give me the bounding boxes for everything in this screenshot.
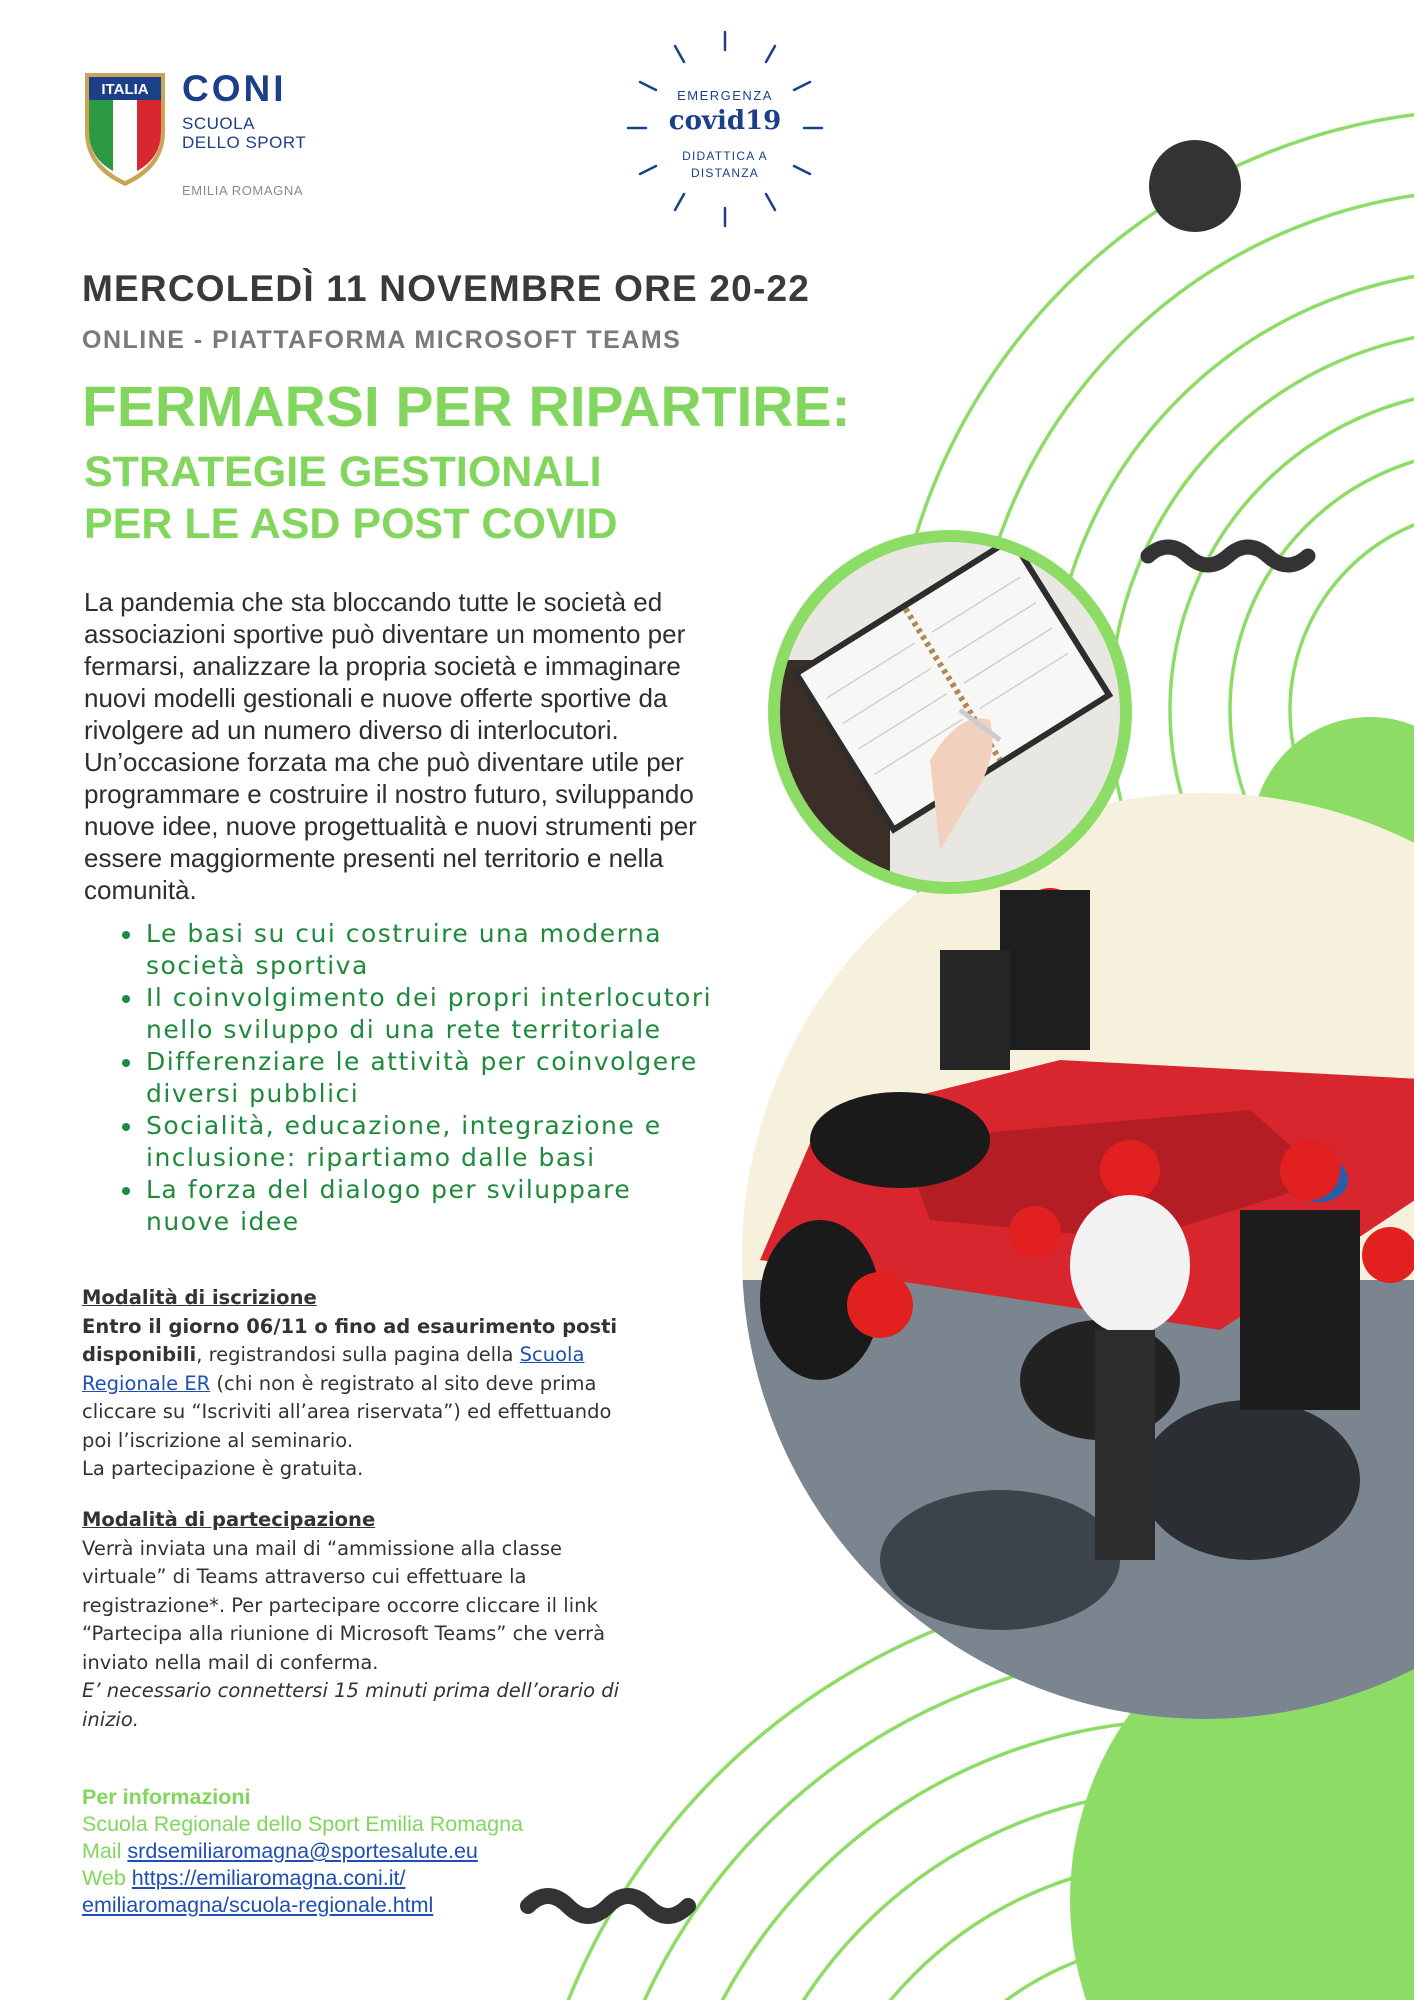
- coni-logo: [82, 70, 342, 210]
- intro-line: comunità.: [84, 875, 197, 905]
- italia-shield-icon: [82, 70, 168, 188]
- participation-text: inviato nella mail di conferma.: [82, 1650, 379, 1674]
- topics-list: [110, 918, 744, 1238]
- registration-free-note: La partecipazione è gratuita.: [82, 1457, 364, 1480]
- registration-text: poi l’iscrizione al seminario.: [82, 1428, 354, 1452]
- scuola-regionale-link[interactable]: Scuola: [519, 1343, 585, 1366]
- coni-subtitle-line2: DELLO SPORT: [182, 133, 307, 152]
- intro-line: nuove idee, nuove progettualità e nuovi strumenti per: [84, 811, 697, 841]
- intro-paragraph: [84, 586, 774, 906]
- topic-line: • La forza del dialogo per sviluppare: [146, 1175, 632, 1204]
- topic-line: • Il coinvolgimento dei propri interlocutori: [146, 983, 713, 1012]
- badge-lines-3-4: [620, 148, 830, 182]
- topic-line: società sportiva: [146, 951, 369, 980]
- covid-badge: [620, 24, 830, 234]
- intro-line: La pandemia che sta bloccando tutte le società ed: [84, 587, 663, 617]
- event-subtitle: [84, 446, 618, 550]
- topic-line: • Socialità, educazione, integrazione e: [146, 1111, 662, 1140]
- topic-line: • Differenziare le attività per coinvolgere: [146, 1047, 698, 1076]
- participation-text: virtuale” di Teams attraverso cui effettuare la: [82, 1565, 527, 1588]
- dark-dot: [1149, 140, 1241, 232]
- mail-link[interactable]: srdsemiliaromagna@sportesalute.eu: [127, 1839, 478, 1863]
- intro-line: rivolgere ad un numero diverso di interlocutori.: [84, 715, 619, 745]
- topic-item: [144, 918, 744, 982]
- topic-line: • Le basi su cui costruire una moderna: [146, 919, 663, 948]
- intro-line: nuovi modelli gestionali e nuove offerte sportive da: [84, 683, 668, 713]
- badge-line1: EMERGENZA: [677, 88, 773, 103]
- registration-heading: Modalità di iscrizione: [82, 1286, 317, 1309]
- web-link-cont[interactable]: emiliaromagna/scuola-regionale.html: [82, 1893, 434, 1917]
- participation-text: registrazione*. Per partecipare occorre cliccare il link: [82, 1593, 598, 1617]
- registration-text: (chi non è registrato al sito deve prima: [210, 1371, 597, 1395]
- mail-label: Mail: [82, 1839, 128, 1863]
- shield-text: ITALIA: [101, 81, 149, 98]
- scuola-regionale-link-cont[interactable]: Regionale ER: [82, 1371, 211, 1395]
- topic-item: [144, 982, 744, 1046]
- topic-item: [144, 1174, 744, 1238]
- registration-deadline-cont: disponibili: [82, 1343, 197, 1366]
- coni-region: EMILIA ROMAGNA: [182, 183, 304, 198]
- web-label: Web: [82, 1866, 132, 1890]
- topic-line: diversi pubblici: [146, 1079, 360, 1108]
- pit-stop-photo: [740, 790, 1414, 1720]
- coni-subtitle-line1: SCUOLA: [182, 114, 255, 133]
- contacts-section: [82, 1784, 682, 1919]
- registration-text: cliccare su “Iscriviti all’area riservata”) ed effettuando: [82, 1400, 612, 1423]
- intro-line: fermarsi, analizzare la propria società e immaginare: [84, 651, 681, 681]
- badge-line4: DISTANZA: [690, 166, 760, 180]
- topic-item: [144, 1046, 744, 1110]
- intro-line: essere maggiormente presenti nel territorio e nella: [84, 843, 664, 873]
- event-title: FERMARSI PER RIPARTIRE:: [82, 375, 851, 439]
- event-subtitle-line1: STRATEGIE GESTIONALI: [84, 448, 602, 496]
- participation-text: Verrà inviata una mail di “ammissione alla classe: [82, 1536, 562, 1560]
- topic-line: nello sviluppo di una rete territoriale: [146, 1015, 662, 1044]
- coni-subtitle: [182, 114, 306, 152]
- coni-wordmark: CONI: [182, 68, 287, 109]
- intro-line: programmare e costruire il nostro futuro, sviluppando: [84, 779, 694, 809]
- contacts-org: Scuola Regionale dello Sport Emilia Romagna: [82, 1812, 524, 1836]
- participation-note-cont: inizio.: [82, 1707, 139, 1731]
- participation-note: E’ necessario connettersi 15 minuti prima dell’orario di: [82, 1679, 620, 1702]
- badge-line3: DIDATTICA A: [682, 149, 768, 163]
- participation-section: [82, 1506, 657, 1734]
- web-link[interactable]: https://emiliaromagna.coni.it/: [131, 1866, 406, 1890]
- event-date: MERCOLEDÌ 11 NOVEMBRE ORE 20-22: [82, 268, 811, 309]
- intro-line: Un’occasione forzata ma che può diventare utile per: [84, 747, 684, 777]
- event-subtitle-line2: PER LE ASD POST COVID: [84, 500, 618, 548]
- registration-section: [82, 1284, 652, 1484]
- topic-item: [144, 1110, 744, 1174]
- event-platform: ONLINE - PIATTAFORMA MICROSOFT TEAMS: [82, 326, 682, 354]
- topic-line: nuove idee: [146, 1207, 300, 1236]
- participation-text: “Partecipa alla riunione di Microsoft Teams” che verrà: [82, 1622, 606, 1645]
- contacts-heading: Per informazioni: [82, 1785, 251, 1809]
- registration-deadline: Entro il giorno 06/11 o fino ad esaurimento posti: [82, 1314, 618, 1338]
- participation-heading: Modalità di partecipazione: [82, 1508, 376, 1531]
- topic-line: inclusione: ripartiamo dalle basi: [146, 1143, 596, 1172]
- registration-text: , registrandosi sulla pagina della: [196, 1343, 520, 1366]
- intro-line: associazioni sportive può diventare un momento per: [84, 619, 686, 649]
- badge-line2: covid19: [668, 106, 782, 136]
